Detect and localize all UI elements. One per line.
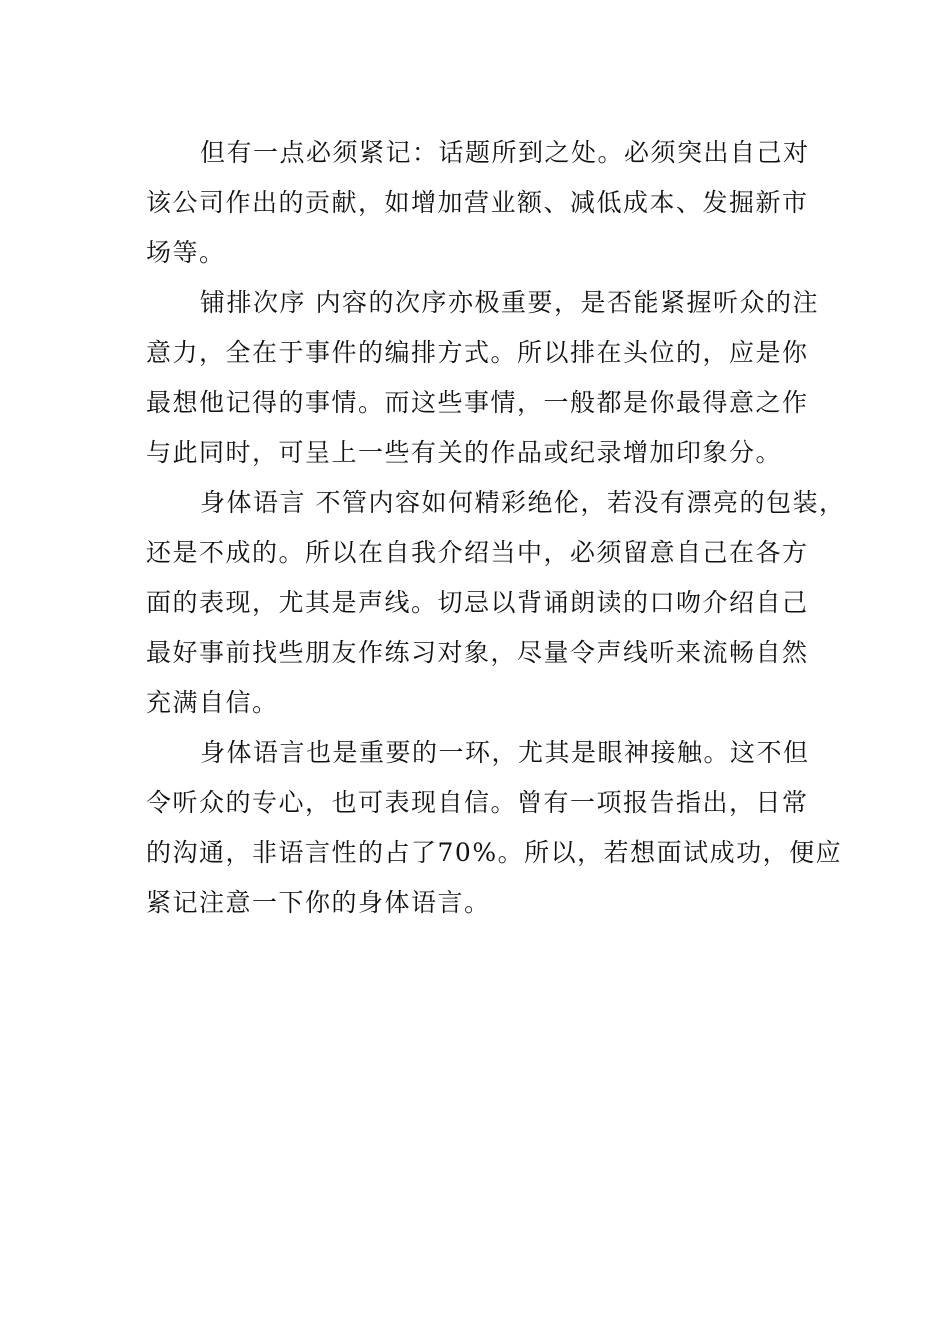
text-line: 紧记注意一下你的身体语言。 bbox=[146, 888, 491, 917]
text-line: 最想他记得的事情。而这些事情，一般都是你最得意之作 bbox=[146, 388, 809, 417]
paragraph-1 bbox=[146, 128, 816, 278]
text-line: 充满自信。 bbox=[146, 688, 279, 717]
text-line: 的沟通，非语言性的占了70%。所以，若想面试成功，便应 bbox=[146, 838, 843, 867]
text-line: 令听众的专心，也可表现自信。曾有一项报告指出，日常 bbox=[146, 788, 809, 817]
text-line: 身体语言 不管内容如何精彩绝伦，若没有漂亮的包装， bbox=[200, 488, 846, 517]
body-text bbox=[146, 128, 846, 928]
text-line: 但有一点必须紧记：话题所到之处。必须突出自己对 bbox=[200, 138, 810, 167]
text-line: 场等。 bbox=[146, 238, 226, 267]
text-line: 面的表现，尤其是声线。切忌以背诵朗读的口吻介绍自己 bbox=[146, 588, 809, 617]
text-line: 最好事前找些朋友作练习对象，尽量令声线听来流畅自然 bbox=[146, 638, 809, 667]
paragraph-4 bbox=[146, 728, 843, 928]
text-line: 意力，全在于事件的编排方式。所以排在头位的，应是你 bbox=[146, 338, 809, 367]
text-line: 还是不成的。所以在自我介绍当中，必须留意自己在各方 bbox=[146, 538, 809, 567]
text-line: 铺排次序 内容的次序亦极重要，是否能紧握听众的注 bbox=[200, 288, 819, 317]
text-line: 身体语言也是重要的一环，尤其是眼神接触。这不但 bbox=[200, 738, 810, 767]
paragraph-2 bbox=[146, 278, 819, 478]
text-line: 与此同时，可呈上一些有关的作品或纪录增加印象分。 bbox=[146, 438, 783, 467]
paragraph-3 bbox=[146, 478, 846, 728]
text-line: 该公司作出的贡献，如增加营业额、减低成本、发掘新市 bbox=[146, 188, 809, 217]
